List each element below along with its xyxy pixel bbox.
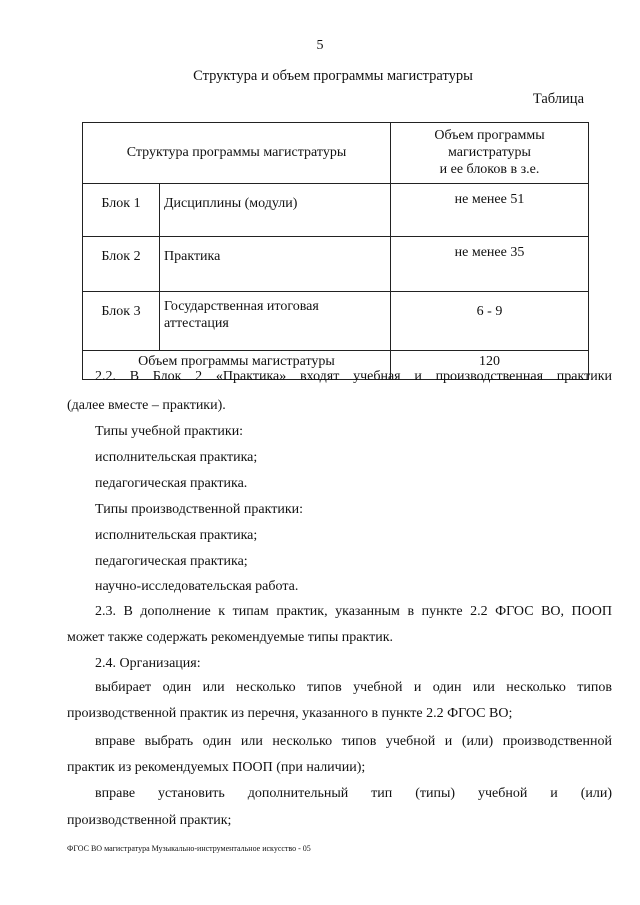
list-item: педагогическая практика. [95, 476, 248, 491]
header-volume [391, 123, 589, 184]
paragraph-line: вправе выбрать один или несколько типов учебной и (или) производственной [95, 734, 612, 749]
page-number: 5 [316, 38, 324, 53]
table-row [83, 237, 589, 292]
table-row [83, 292, 589, 351]
block-name-cell: Государственная итоговая аттестация [160, 292, 391, 351]
list-item: педагогическая практика; [95, 554, 248, 569]
paragraph-line: Типы учебной практики: [95, 424, 244, 439]
list-item: исполнительская практика; [95, 450, 258, 465]
paragraph-line: выбирает один или несколько типов учебной и один или несколько типов [95, 680, 612, 695]
volume-cell: не менее 51 [391, 184, 589, 237]
block-name-cell: Дисциплины (модули) [160, 184, 391, 237]
list-item: исполнительская практика; [95, 528, 258, 543]
header-structure: Структура программы магистратуры [83, 123, 391, 184]
structure-table [82, 122, 589, 380]
document-title: Структура и объем программы магистратуры [193, 68, 473, 84]
paragraph-line: практик из рекомендуемых ПООП (при наличии); [67, 760, 366, 775]
page-footer: ФГОС ВО магистратура Музыкально-инструментальное искусство - 05 [67, 844, 311, 853]
table-row [83, 184, 589, 237]
paragraph-line: вправе установить дополнительный тип (типы) учебной и (или) [95, 786, 612, 801]
paragraph-line: производственной практик; [67, 813, 232, 828]
table-header-row [83, 123, 589, 184]
block-name-cell: Практика [160, 237, 391, 292]
table-label: Таблица [532, 91, 584, 107]
total-value-cell: 120 [391, 351, 589, 380]
paragraph-line: производственной практик из перечня, указанного в пункте 2.2 ФГОС ВО; [67, 706, 513, 721]
header-volume-line: Объем программы [434, 128, 545, 143]
list-item: научно-исследовательская работа. [95, 579, 299, 594]
paragraph-line: (далее вместе – практики). [67, 398, 226, 413]
block-cell: Блок 1 [83, 184, 160, 237]
total-label-cell: Объем программы магистратуры [83, 351, 391, 380]
paragraph-line: 2.2. В Блок 2 «Практика» входят учебная и производственная практики [95, 369, 612, 384]
block-cell: Блок 3 [83, 292, 160, 351]
volume-cell: не менее 35 [391, 237, 589, 292]
block-cell: Блок 2 [83, 237, 160, 292]
header-volume-line: и ее блоков в з.е. [439, 162, 540, 177]
paragraph-line: 2.4. Организация: [95, 656, 201, 671]
paragraph-line: 2.3. В дополнение к типам практик, указанным в пункте 2.2 ФГОС ВО, ПООП [95, 604, 612, 619]
paragraph-line: может также содержать рекомендуемые типы практик. [67, 630, 393, 645]
header-volume-line: магистратуры [448, 145, 531, 160]
paragraph-line: Типы производственной практики: [95, 502, 304, 517]
volume-cell: 6 - 9 [391, 292, 589, 351]
